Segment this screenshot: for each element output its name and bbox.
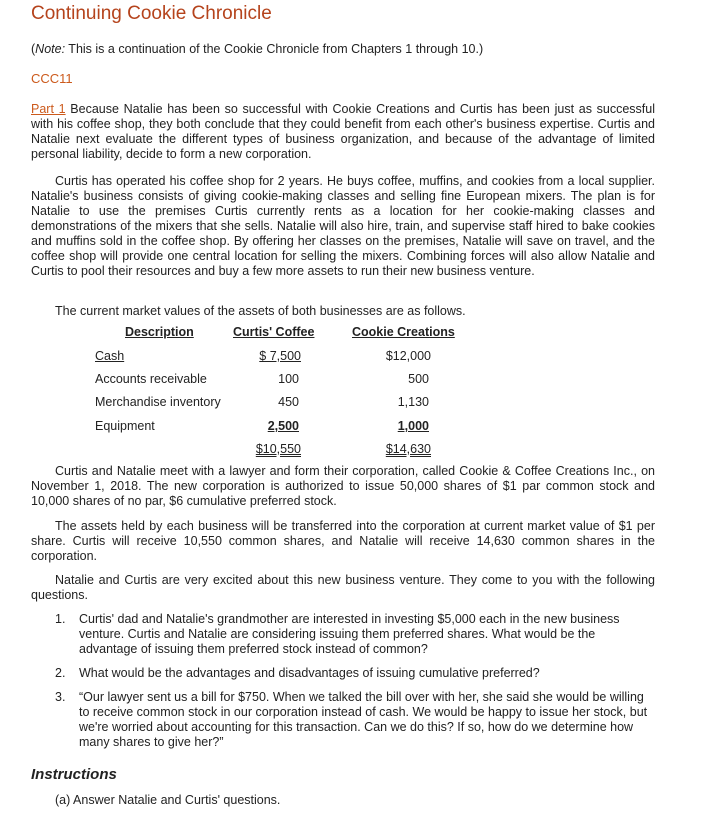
question-list — [55, 612, 655, 750]
cell-ar-curtis: 100 — [278, 372, 299, 386]
part1-text: Because Natalie has been so successful with Cookie Creations and Curtis has been just as successful with his coffee shop, they both conclude that they could benefit from each other's business expertise. Curtis and Natalie next evaluate the different types of business organization, and because of the advantage of limited personal liability, decide to form a new corporation. — [31, 102, 656, 161]
chapter-note: (Note: This is a continuation of the Cookie Chronicle from Chapters 1 through 10.) — [31, 42, 484, 56]
cell-inventory-curtis: 450 — [278, 395, 299, 409]
column-header-curtis-coffee: Curtis' Coffee — [233, 325, 315, 339]
cell-cash-curtis: $ 7,500 — [259, 349, 301, 363]
question-number: 1. — [55, 612, 66, 626]
row-label-merchandise-inventory: Merchandise inventory — [95, 395, 221, 409]
page-title: Continuing Cookie Chronicle — [31, 3, 272, 24]
question-text: Curtis' dad and Natalie's grandmother are interested in investing $5,000 each in the new business venture. Curtis and Natalie are considering issuing them preferred shares. What would be the advantage of issuing them preferred stock instead of common? — [79, 612, 620, 656]
instructions-heading: Instructions — [31, 766, 117, 783]
part1-paragraph — [31, 102, 655, 162]
note-text: This is a continuation of the Cookie Chronicle from Chapters 1 through 10.) — [65, 42, 484, 56]
row-label-equipment: Equipment — [95, 419, 155, 433]
question-text: “Our lawyer sent us a bill for $750. When we talked the bill over with her, she said she would be willing to receive common stock in our corporation instead of cash. We would be happy to issue her stock, but we're worried about accounting for this transaction. Can we do this? If so, how do we determine how many shares to give her?” — [79, 690, 648, 749]
cell-total-cookie: $14,630 — [385, 442, 431, 456]
paragraph-share-transfer: The assets held by each business will be transferred into the corporation at current market value of $1 per share. Curtis will receive 10,550 common shares, and Natalie will receive 14,630 common shares in the corporation. — [31, 519, 655, 563]
column-header-cookie-creations: Cookie Creations — [352, 325, 455, 339]
cell-cash-cookie: $12,000 — [385, 349, 431, 363]
cell-inventory-cookie: 1,130 — [397, 395, 429, 409]
question-text: What would be the advantages and disadvantages of issuing cumulative preferred? — [79, 666, 540, 680]
question-number: 2. — [55, 666, 66, 680]
question-number: 3. — [55, 690, 66, 704]
instruction-item: (a) Answer Natalie and Curtis' questions. — [55, 793, 281, 807]
table-intro: The current market values of the assets of both businesses are as follows. — [55, 304, 466, 318]
section-label: CCC11 — [31, 71, 73, 86]
cell-ar-cookie: 500 — [408, 372, 429, 386]
row-label-cash: Cash — [95, 349, 125, 363]
row-label-accounts-receivable: Accounts receivable — [95, 372, 207, 386]
paragraph-incorporation: Curtis and Natalie meet with a lawyer and form their corporation, called Cookie & Coffee Creations Inc., on November 1, 2018. The new corporation is authorized to issue 50,000 shares of $1 par common stock and 10,000 shares of no par, $6 cumulative preferred stock. — [31, 464, 655, 508]
paragraph-coffee-shop: Curtis has operated his coffee shop for 2 years. He buys coffee, muffins, and cookies from a local supplier. Natalie's business consists of giving cookie-making classes and selling fine European mixers. The plan is for Natalie to use the premises Curtis currently rents as a location for her cookie-making classes and demonstrations of the mixers that she sells. Natalie will also hire, train, and supervise staff hired to bake cookies and muffins sold in the coffee shop. By offering her classes on the premises, Natalie will save on travel, and the coffee shop will provide one central location for selling the mixers. Combining forces will also allow Natalie and Curtis to pool their resources and buy a few more assets to run their new business venture. — [31, 174, 655, 278]
column-header-description: Description — [125, 325, 194, 339]
note-label: Note: — [35, 42, 66, 56]
list-item — [55, 612, 655, 657]
part1-link[interactable]: Part 1 — [31, 102, 66, 116]
cell-total-curtis: $10,550 — [255, 442, 301, 456]
cell-equipment-cookie: 1,000 — [397, 419, 429, 433]
cell-equipment-curtis: 2,500 — [267, 419, 299, 433]
list-item — [55, 666, 655, 681]
list-item — [55, 690, 655, 750]
paragraph-questions-intro: Natalie and Curtis are very excited about this new business venture. They come to you with the following questions. — [31, 573, 655, 602]
